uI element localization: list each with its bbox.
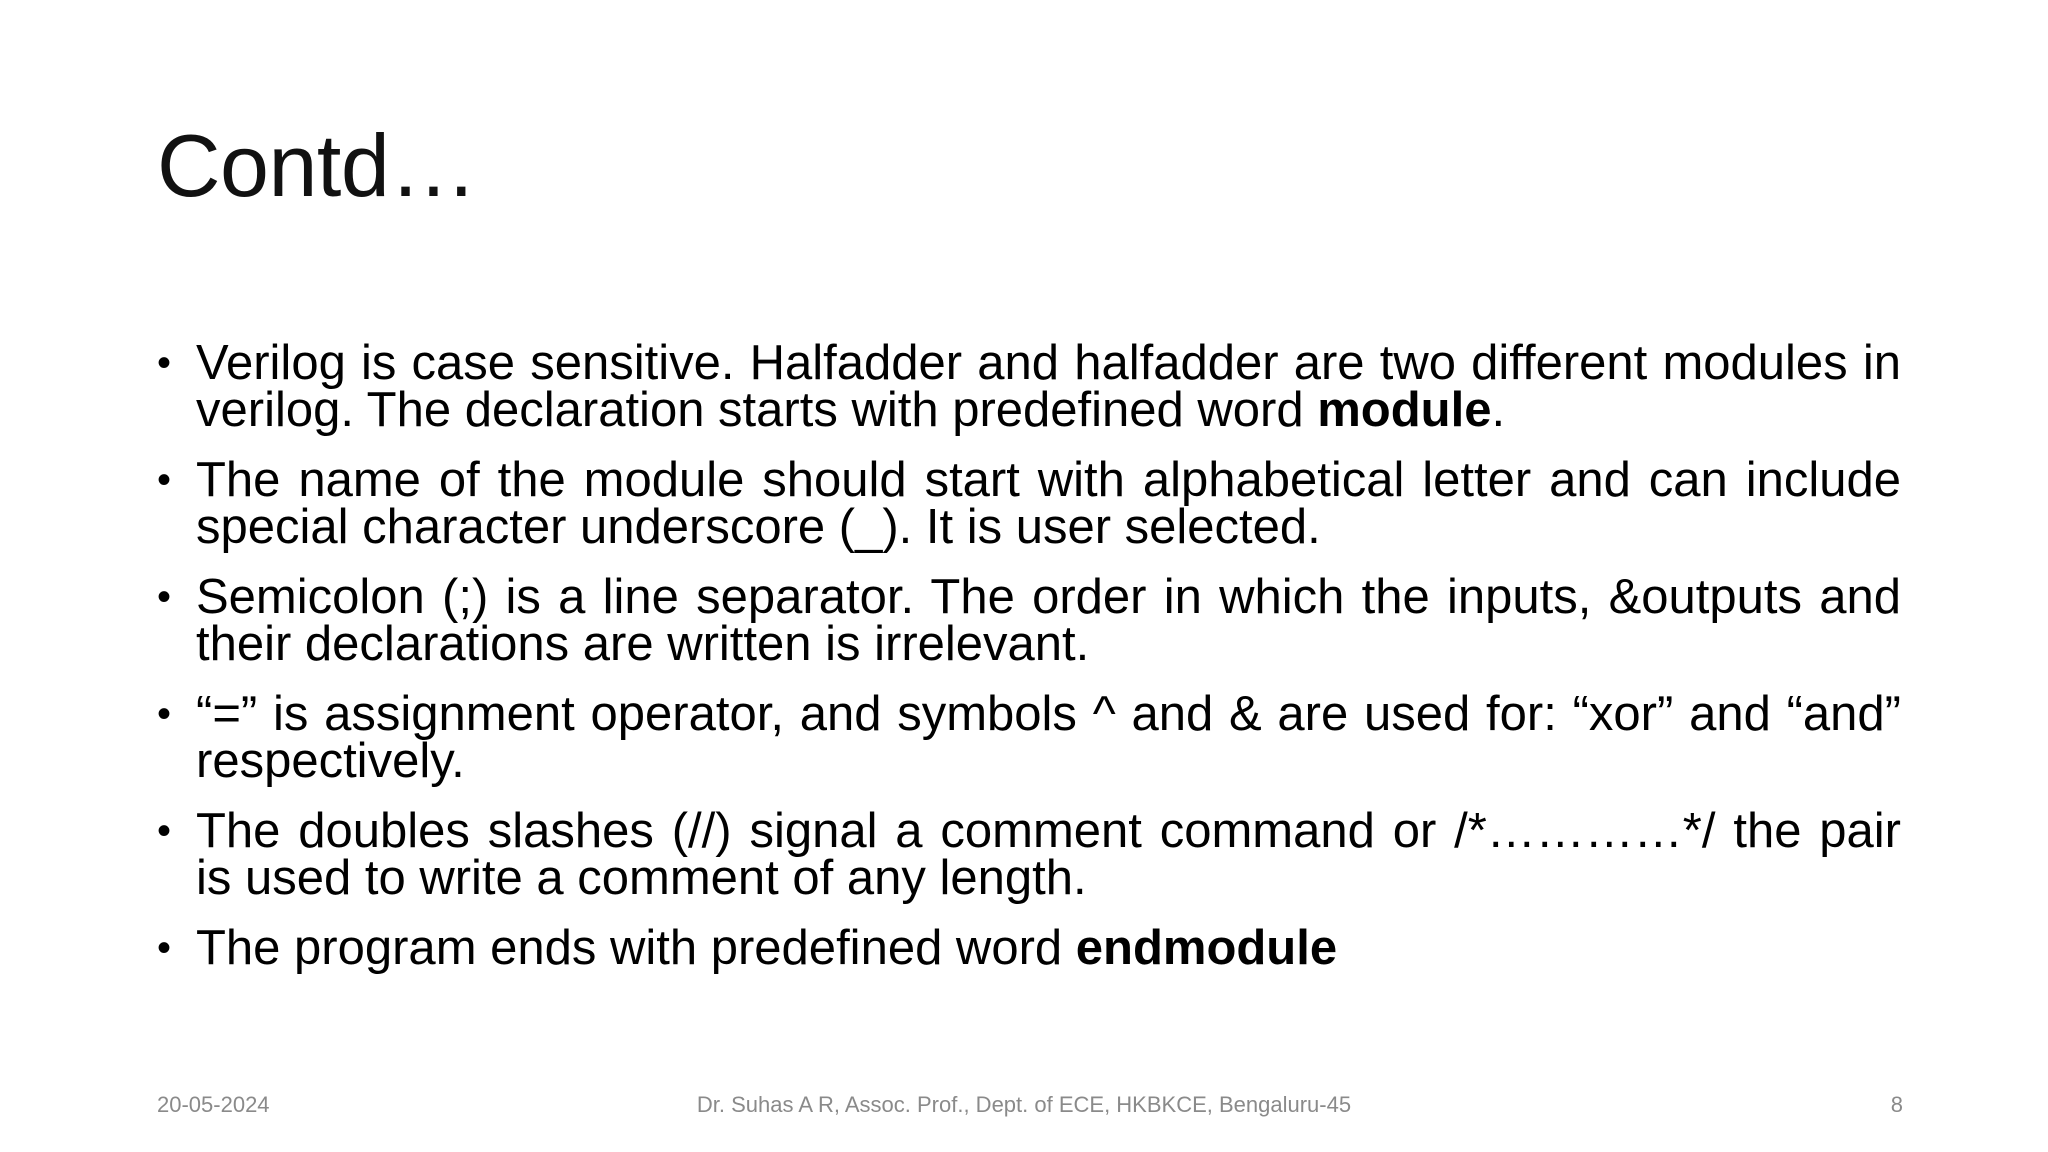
bullet-item xyxy=(157,336,1901,437)
bullet-list xyxy=(157,336,1901,995)
bullet-dot-icon: • xyxy=(157,458,172,502)
footer-date: 20-05-2024 xyxy=(157,1092,270,1117)
bullet-item xyxy=(157,453,1901,554)
bullet-bold-keyword: endmodule xyxy=(1075,921,1338,975)
bullet-text: The name of the module should start with alphabetical letter and can include special character underscore (_). It is user selected. xyxy=(196,453,1901,554)
slide-title: Contd… xyxy=(157,116,477,215)
bullet-text: Semicolon (;) is a line separator. The order in which the inputs, &outputs and their declarations are written is irrelevant. xyxy=(196,570,1901,671)
bullet-item xyxy=(157,570,1901,671)
bullet-text: Verilog is case sensitive. Halfadder and halfadder are two different modules in verilog. The declaration starts with predefined word xyxy=(196,336,1901,437)
bullet-text-after: . xyxy=(1491,383,1506,437)
footer-page-number: 8 xyxy=(1890,1092,1903,1117)
bullet-dot-icon: • xyxy=(157,341,172,385)
bullet-item xyxy=(157,687,1901,788)
bullet-dot-icon: • xyxy=(157,809,172,853)
bullet-item xyxy=(157,804,1901,905)
footer-author: Dr. Suhas A R, Assoc. Prof., Dept. of ECE, HKBKCE, Bengaluru-45 xyxy=(696,1092,1352,1117)
bullet-item xyxy=(157,921,1901,975)
bullet-text: The doubles slashes (//) signal a comment command or /*…………*/ the pair is used to write a comment of any length. xyxy=(196,804,1901,905)
bullet-bold-keyword: module xyxy=(1317,383,1492,437)
bullet-text: “=” is assignment operator, and symbols ^ and & are used for: “xor” and “and” respectively. xyxy=(196,687,1901,788)
bullet-dot-icon: • xyxy=(157,926,172,970)
bullet-text: The program ends with predefined word xyxy=(196,921,1076,975)
bullet-dot-icon: • xyxy=(157,692,172,736)
bullet-dot-icon: • xyxy=(157,575,172,619)
